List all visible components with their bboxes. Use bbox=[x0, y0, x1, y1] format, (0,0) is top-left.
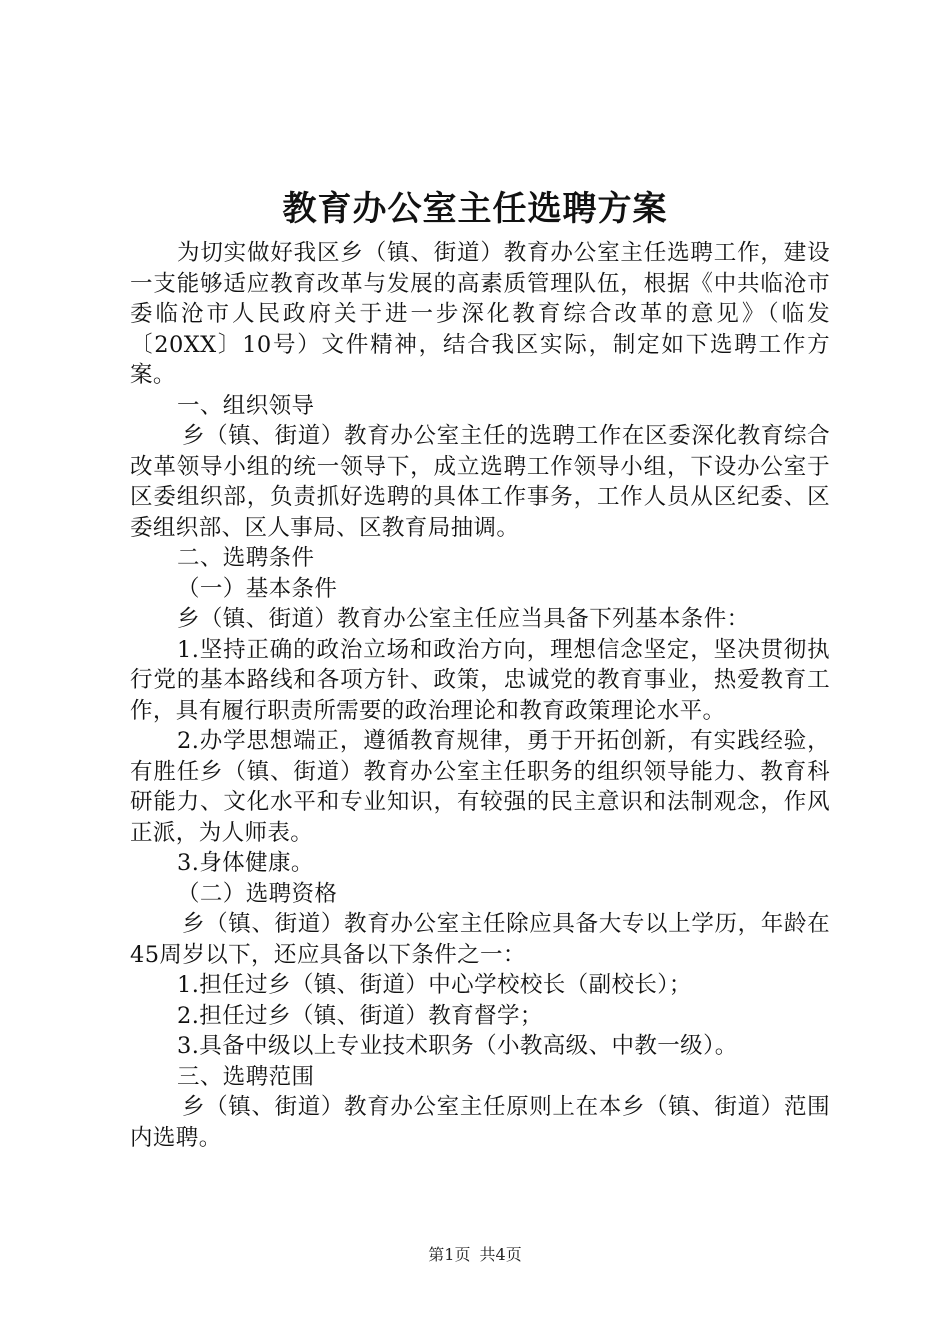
page-footer bbox=[0, 1244, 950, 1266]
section-heading-conditions: 二、选聘条件 bbox=[177, 545, 315, 571]
organization-paragraph: 乡（镇、街道）教育办公室主任的选聘工作在区委深化教育综合改革领导小组的统一领导下，成立选聘工作领导小组，下设办公室于区委组织部，负责抓好选聘的具体工作事务，工作人员从区纪委、区委组织部、区人事局、区教育局抽调。 bbox=[130, 423, 830, 541]
qualification-item-1: 1.担任过乡（镇、街道）中心学校校长（副校长）； bbox=[177, 972, 692, 998]
document-title: 教育办公室主任选聘方案 bbox=[282, 189, 668, 229]
condition-item-1: 1.坚持正确的政治立场和政治方向，理想信念坚定，坚决贯彻执行党的基本路线和各项方针、政策，忠诚党的教育事业，热爱教育工作，具有履行职责所需要的政治理论和教育政策理论水平。 bbox=[130, 636, 830, 724]
qualification-item-3: 3.具备中级以上专业技术职务（小教高级、中教一级）。 bbox=[177, 1033, 738, 1059]
qualification-item-2: 2.担任过乡（镇、街道）教育督学； bbox=[177, 1002, 543, 1029]
condition-item-2: 2.办学思想端正，遵循教育规律，勇于开拓创新，有实践经验，有胜任乡（镇、街道）教育办公室主任职务的组织领导能力、教育科研能力、文化水平和专业知识，有较强的民主意识和法制观念，作风正派，为人师表。 bbox=[130, 728, 830, 846]
subheading-basic-conditions: （一）基本条件 bbox=[177, 575, 338, 602]
intro-paragraph: 为切实做好我区乡（镇、街道）教育办公室主任选聘工作，建设一支能够适应教育改革与发展的高素质管理队伍，根据《中共临沧市委临沧市人民政府关于进一步深化教育综合改革的意见》（临发〔20XX〕10号）文件精神，结合我区实际，制定如下选聘工作方案。 bbox=[130, 240, 830, 388]
basic-conditions-intro: 乡（镇、街道）教育办公室主任应当具备下列基本条件： bbox=[177, 606, 750, 632]
page-number: 第1页 bbox=[428, 1245, 471, 1264]
subheading-qualifications: （二）选聘资格 bbox=[177, 880, 338, 907]
section-heading-organization: 一、组织领导 bbox=[177, 392, 315, 419]
section-heading-scope: 三、选聘范围 bbox=[177, 1063, 315, 1090]
page-total: 共4页 bbox=[479, 1245, 522, 1264]
qualifications-intro: 乡（镇、街道）教育办公室主任除应具备大专以上学历，年龄在45周岁以下，还应具备以下条件之一： bbox=[130, 911, 830, 968]
condition-item-3: 3.身体健康。 bbox=[177, 850, 314, 876]
scope-paragraph: 乡（镇、街道）教育办公室主任原则上在本乡（镇、街道）范围内选聘。 bbox=[130, 1094, 830, 1151]
document-body bbox=[130, 238, 830, 1153]
